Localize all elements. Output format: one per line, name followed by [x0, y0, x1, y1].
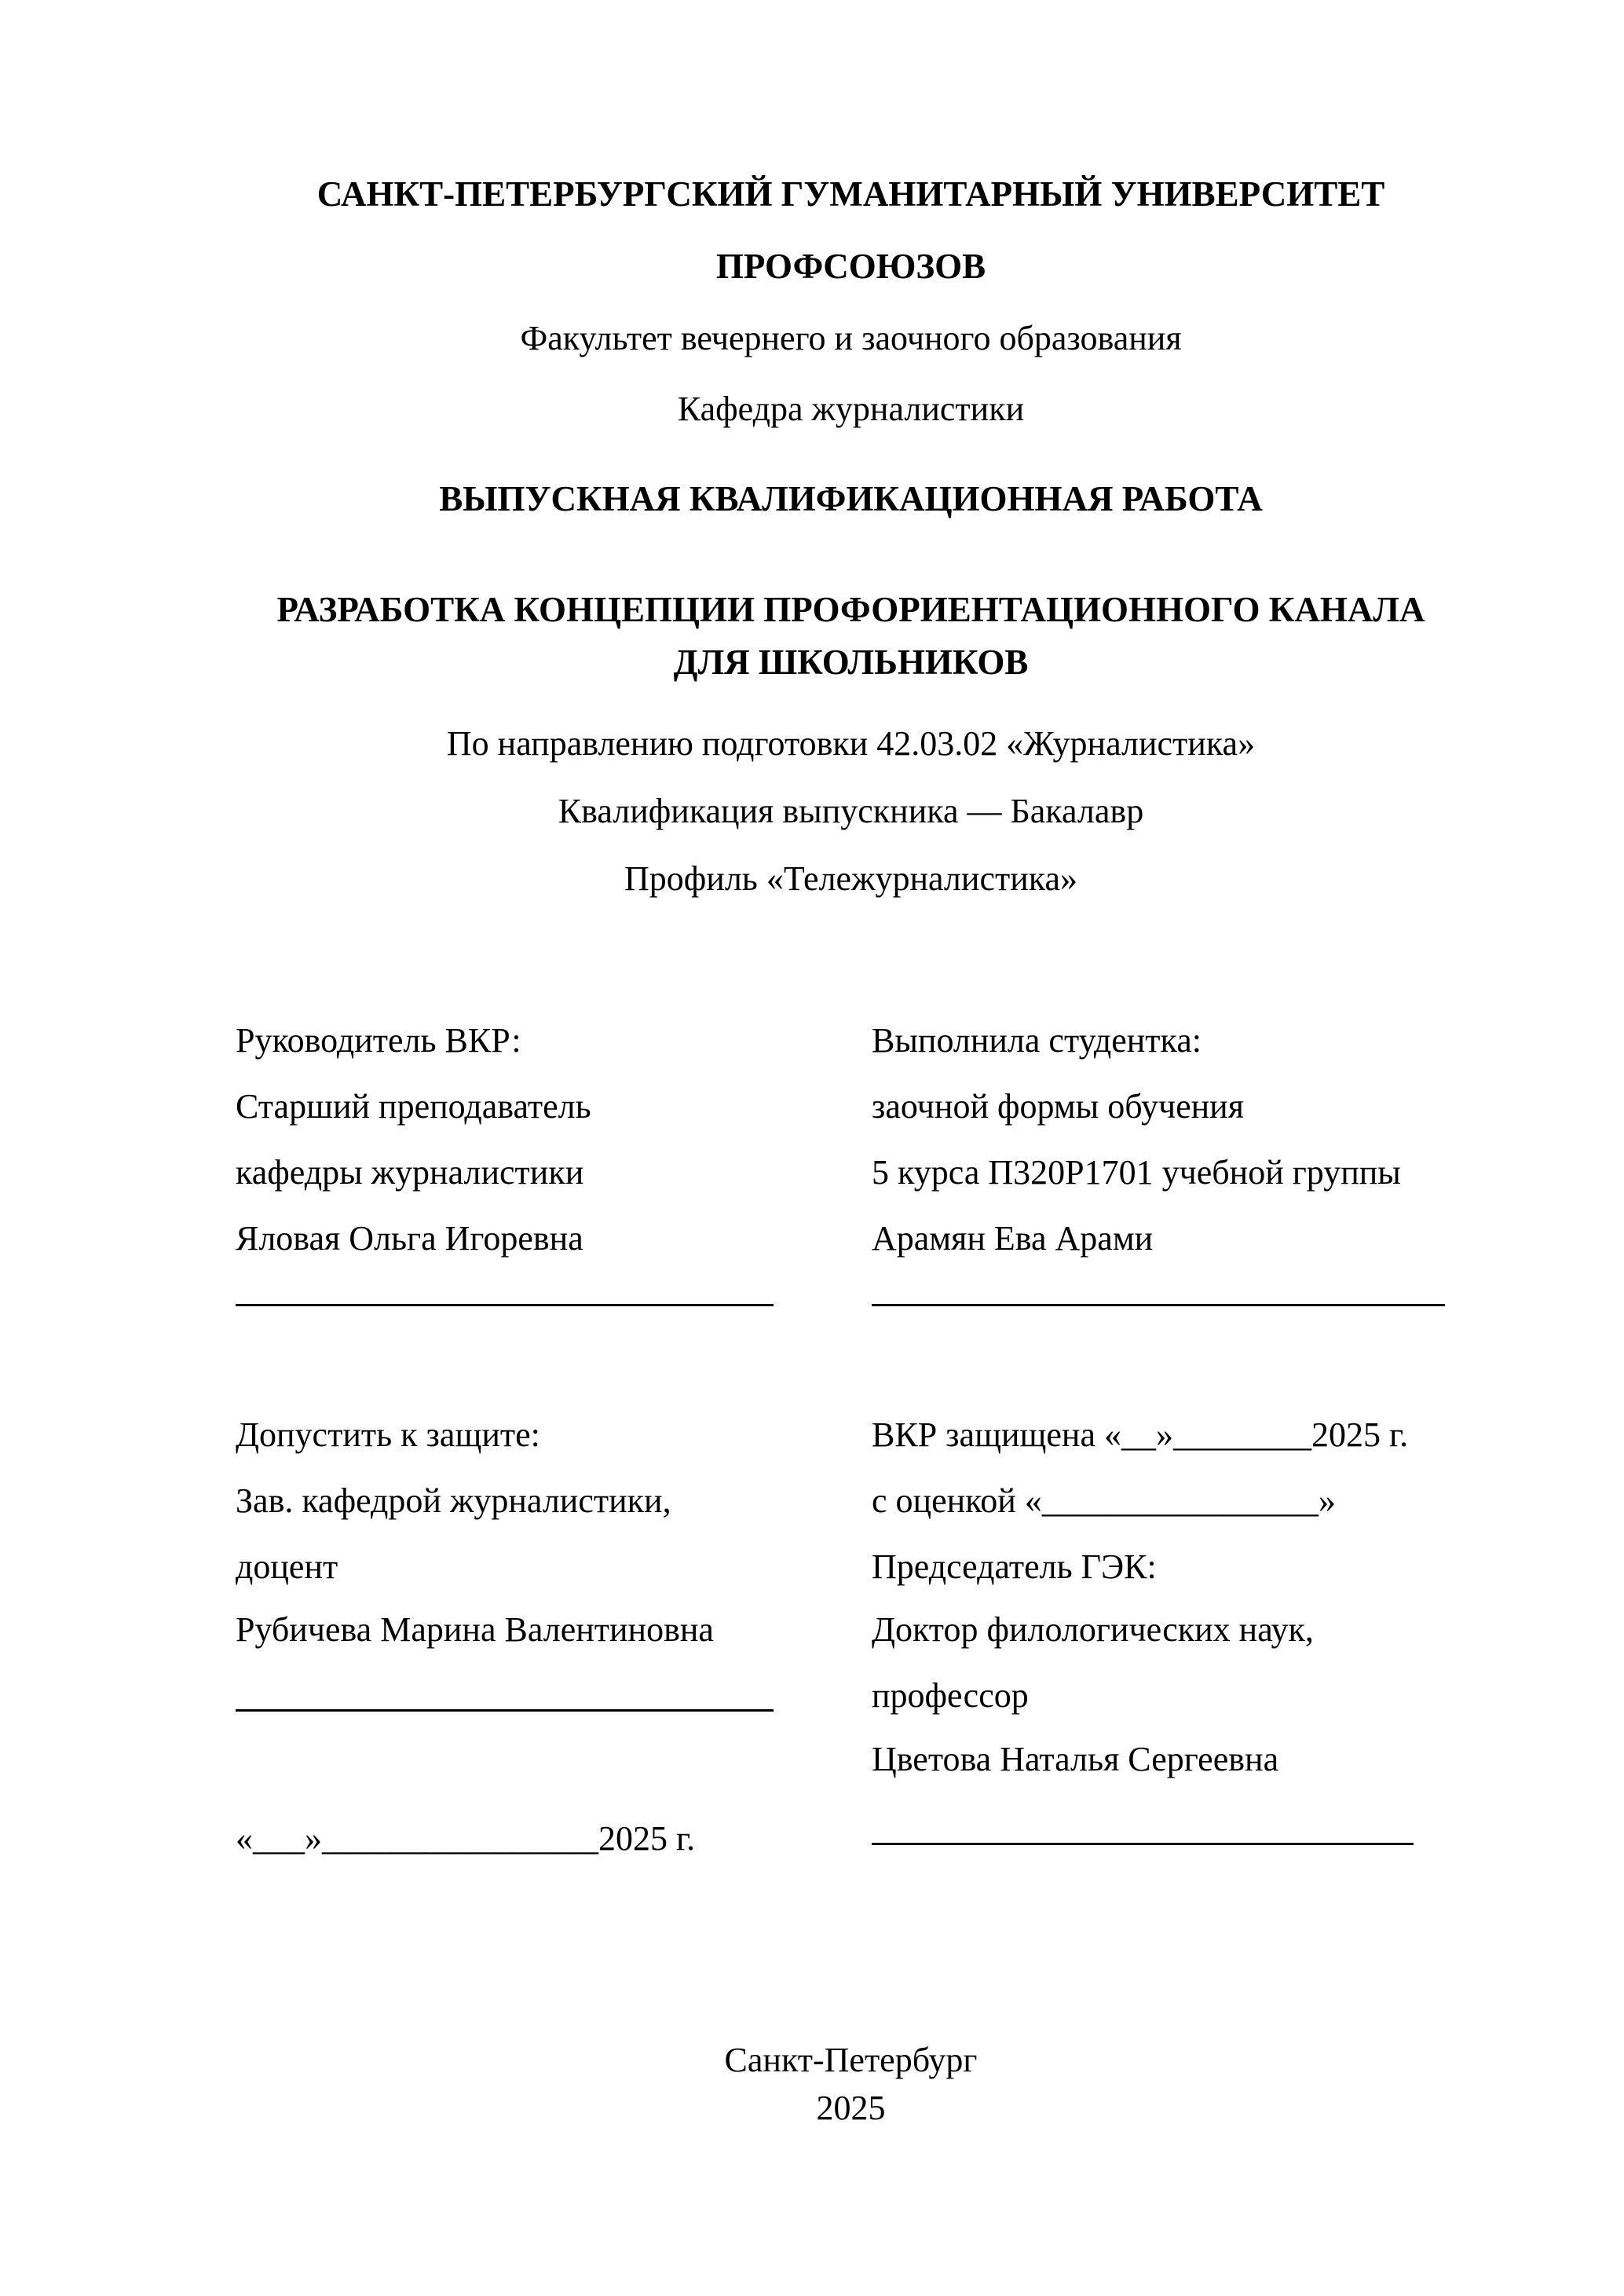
admission-label: Допустить к защите:: [236, 1415, 540, 1454]
defense-defended-line: ВКР защищена «__»________2025 г.: [872, 1415, 1409, 1454]
supervisor-position-line1: Старший преподаватель: [236, 1087, 591, 1126]
defense-signature-line: [872, 1843, 1414, 1845]
supervisor-label: Руководитель ВКР:: [236, 1021, 521, 1060]
student-signature-line: [872, 1304, 1445, 1306]
supervisor-position-line2: кафедры журналистики: [236, 1153, 584, 1192]
defense-chair-label: Председатель ГЭК:: [872, 1547, 1157, 1586]
work-title-line1: РАЗРАБОТКА КОНЦЕПЦИИ ПРОФОРИЕНТАЦИОННОГО КАНАЛА: [276, 590, 1425, 629]
defense-grade-line: с оценкой «________________»: [872, 1481, 1336, 1520]
university-name-line2: ПРОФСОЮЗОВ: [715, 247, 986, 286]
supervisor-signature-line: [236, 1304, 774, 1306]
faculty-name: Факультет вечернего и заочного образования: [520, 319, 1182, 357]
admission-name: Рубичева Марина Валентиновна: [236, 1610, 714, 1649]
admission-position-line2: доцент: [236, 1547, 338, 1586]
student-name: Арамян Ева Арами: [872, 1219, 1154, 1258]
department-name: Кафедра журналистики: [677, 390, 1025, 428]
student-label: Выполнила студентка:: [872, 1021, 1202, 1060]
work-title-line2: ДЛЯ ШКОЛЬНИКОВ: [673, 643, 1029, 682]
study-direction: По направлению подготовки 42.03.02 «Журналистика»: [446, 724, 1256, 763]
profile: Профиль «Тележурналистика»: [624, 859, 1077, 898]
footer-city: Санкт-Петербург: [724, 2041, 978, 2079]
admission-date-line: «___»________________2025 г.: [236, 1819, 696, 1858]
student-form-line2: 5 курса П320Р1701 учебной группы: [872, 1153, 1401, 1192]
defense-chair-degree-line2: профессор: [872, 1676, 1029, 1715]
university-name-line1: САНКТ-ПЕТЕРБУРГСКИЙ ГУМАНИТАРНЫЙ УНИВЕРСИТЕТ: [316, 174, 1385, 214]
qualification: Квалификация выпускника — Бакалавр: [558, 792, 1144, 830]
admission-position-line1: Зав. кафедрой журналистики,: [236, 1481, 671, 1520]
supervisor-name: Яловая Ольга Игоревна: [236, 1219, 583, 1258]
defense-chair-degree-line1: Доктор филологических наук,: [872, 1610, 1314, 1649]
defense-chair-name: Цветова Наталья Сергеевна: [872, 1740, 1279, 1778]
admission-signature-line: [236, 1709, 774, 1712]
work-type-heading: ВЫПУСКНАЯ КВАЛИФИКАЦИОННАЯ РАБОТА: [439, 479, 1263, 518]
student-form-line1: заочной формы обучения: [872, 1087, 1244, 1126]
footer-year: 2025: [816, 2089, 886, 2127]
